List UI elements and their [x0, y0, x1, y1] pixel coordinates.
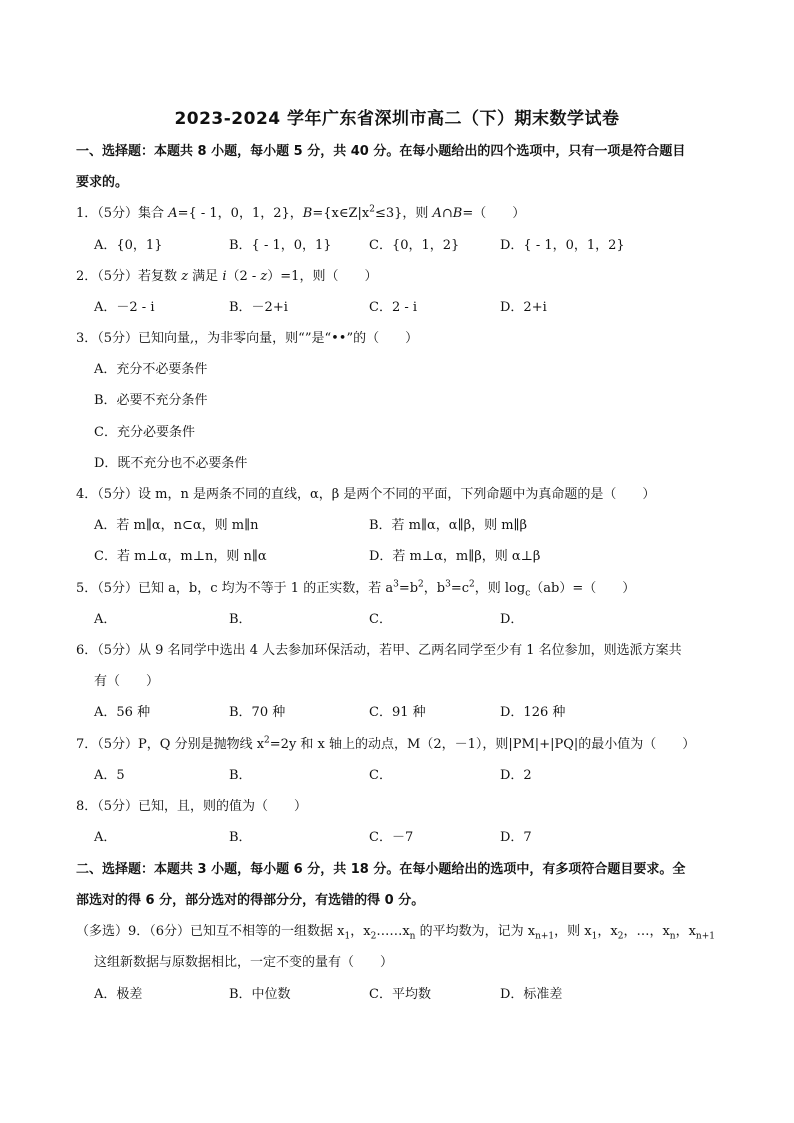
q7-option-d: D．2: [500, 768, 532, 783]
q4-option-c: C．若 m⊥α，m⊥n，则 n∥α: [94, 549, 267, 564]
q3-option-a: A．充分不必要条件: [94, 362, 208, 377]
question-8-stem: 8．（5分）已知，且，则的值为（ ）: [76, 799, 308, 814]
q9-option-d: D．标准差: [500, 987, 563, 1002]
q9-option-a: A．极差: [94, 987, 143, 1002]
q4-option-b: B．若 m∥α，α∥β，则 m∥β: [369, 518, 528, 533]
q5-option-b: B．: [229, 612, 252, 627]
q7-option-c: C．: [369, 768, 392, 783]
q2-option-a: A．－2 - i: [94, 300, 155, 315]
question-1-stem: 1．（5分）集合 A={ - 1，0，1，2}，$B=\{x\in Z|x^2\le 3\}$，则 A∩B=（ ）: [76, 204, 526, 221]
q5-option-a: A．: [94, 612, 117, 627]
q6-option-b: B．70 种: [229, 705, 286, 720]
q7-option-a: A．5: [94, 768, 125, 783]
q6-option-c: C．91 种: [369, 705, 426, 720]
section1-heading-line2: 要求的。: [76, 175, 129, 190]
q4-option-d: D．若 m⊥α，m∥β，则 α⊥β: [369, 549, 541, 564]
question-4-stem: 4．（5分）设 m，n 是两条不同的直线，α，β 是两个不同的平面，下列命题中为真命题的是（ ）: [76, 487, 656, 502]
question-9-stem-line1: （多选）9．（6分）已知互不相等的一组数据 $x_1$，$x_2\dots\dots x_n$ 的平均数为，记为 $x_{n+1}$，则 $x_1$，$x_2$，…，$x_n$，$x_{n+1}$: [76, 924, 715, 942]
q1-option-a: A．{0，1}: [94, 238, 163, 253]
q8-option-a: A．: [94, 830, 117, 845]
question-9-stem-line2: 这组新数据与原数据相比，一定不变的量有（ ）: [94, 955, 394, 970]
q3-option-d: D．既不充分也不必要条件: [94, 456, 248, 471]
section2-heading-line2: 部选对的得 6 分，部分选对的得部分分，有选错的得 0 分。: [76, 893, 425, 908]
q8-option-b: B．: [229, 830, 252, 845]
q2-option-d: D．2+i: [500, 300, 547, 315]
q6-option-a: A．56 种: [94, 705, 151, 720]
q9-option-b: B．中位数: [229, 987, 291, 1002]
q5-option-d: D．: [500, 612, 524, 627]
q9-option-c: C．平均数: [369, 987, 431, 1002]
q3-option-b: B．必要不充分条件: [94, 393, 208, 408]
page-title: 2023-2024 学年广东省深圳市高二（下）期末数学试卷: [174, 109, 620, 129]
question-6-stem-line1: 6．（5分）从 9 名同学中选出 4 人去参加环保活动，若甲、乙两名同学至少有 1 名位参加，则选派方案共: [76, 643, 682, 658]
q5-option-c: C．: [369, 612, 392, 627]
question-5-stem: 5．（5分）已知 a，b，c 均为不等于 1 的正实数，若 $a^3=b^2$，$b^3=c^2$，则 $\log_c(ab)=$（ ）: [76, 579, 636, 599]
q2-option-c: C．2 - i: [369, 300, 418, 315]
question-6-stem-line2: 有（ ）: [94, 674, 160, 689]
q8-option-d: D．7: [500, 830, 532, 845]
q8-option-c: C．－7: [369, 830, 414, 845]
section2-heading-line1: 二、选择题：本题共 3 小题，每小题 6 分，共 18 分。在每小题给出的选项中，有多项符合题目要求。全: [76, 862, 686, 877]
q3-option-c: C．充分必要条件: [94, 425, 195, 440]
q7-option-b: B．: [229, 768, 252, 783]
q4-option-a: A．若 m∥α，n⊂α，则 m∥n: [94, 518, 259, 533]
q1-option-d: D．{ - 1，0，1，2}: [500, 238, 625, 253]
q1-option-b: B．{ - 1，0，1}: [229, 238, 332, 253]
q6-option-d: D．126 种: [500, 705, 566, 720]
q2-option-b: B．－2+i: [229, 300, 288, 315]
question-7-stem: 7．（5分）P，Q 分别是抛物线 $x^2=2y$ 和 x 轴上的动点，M（2，－1），则|PM|+|PQ|的最小值为（ ）: [76, 735, 696, 752]
section1-heading-line1: 一、选择题：本题共 8 小题，每小题 5 分，共 40 分。在每小题给出的四个选项中，只有一项是符合题目: [76, 144, 686, 159]
question-3-stem: 3．（5分）已知向量,，为非零向量，则“”是“••”的（ ）: [76, 331, 419, 346]
q1-option-c: C．{0，1，2}: [369, 238, 460, 253]
question-2-stem: 2．（5分）若复数 z 满足 i（2 - z）=1，则（ ）: [76, 269, 378, 284]
